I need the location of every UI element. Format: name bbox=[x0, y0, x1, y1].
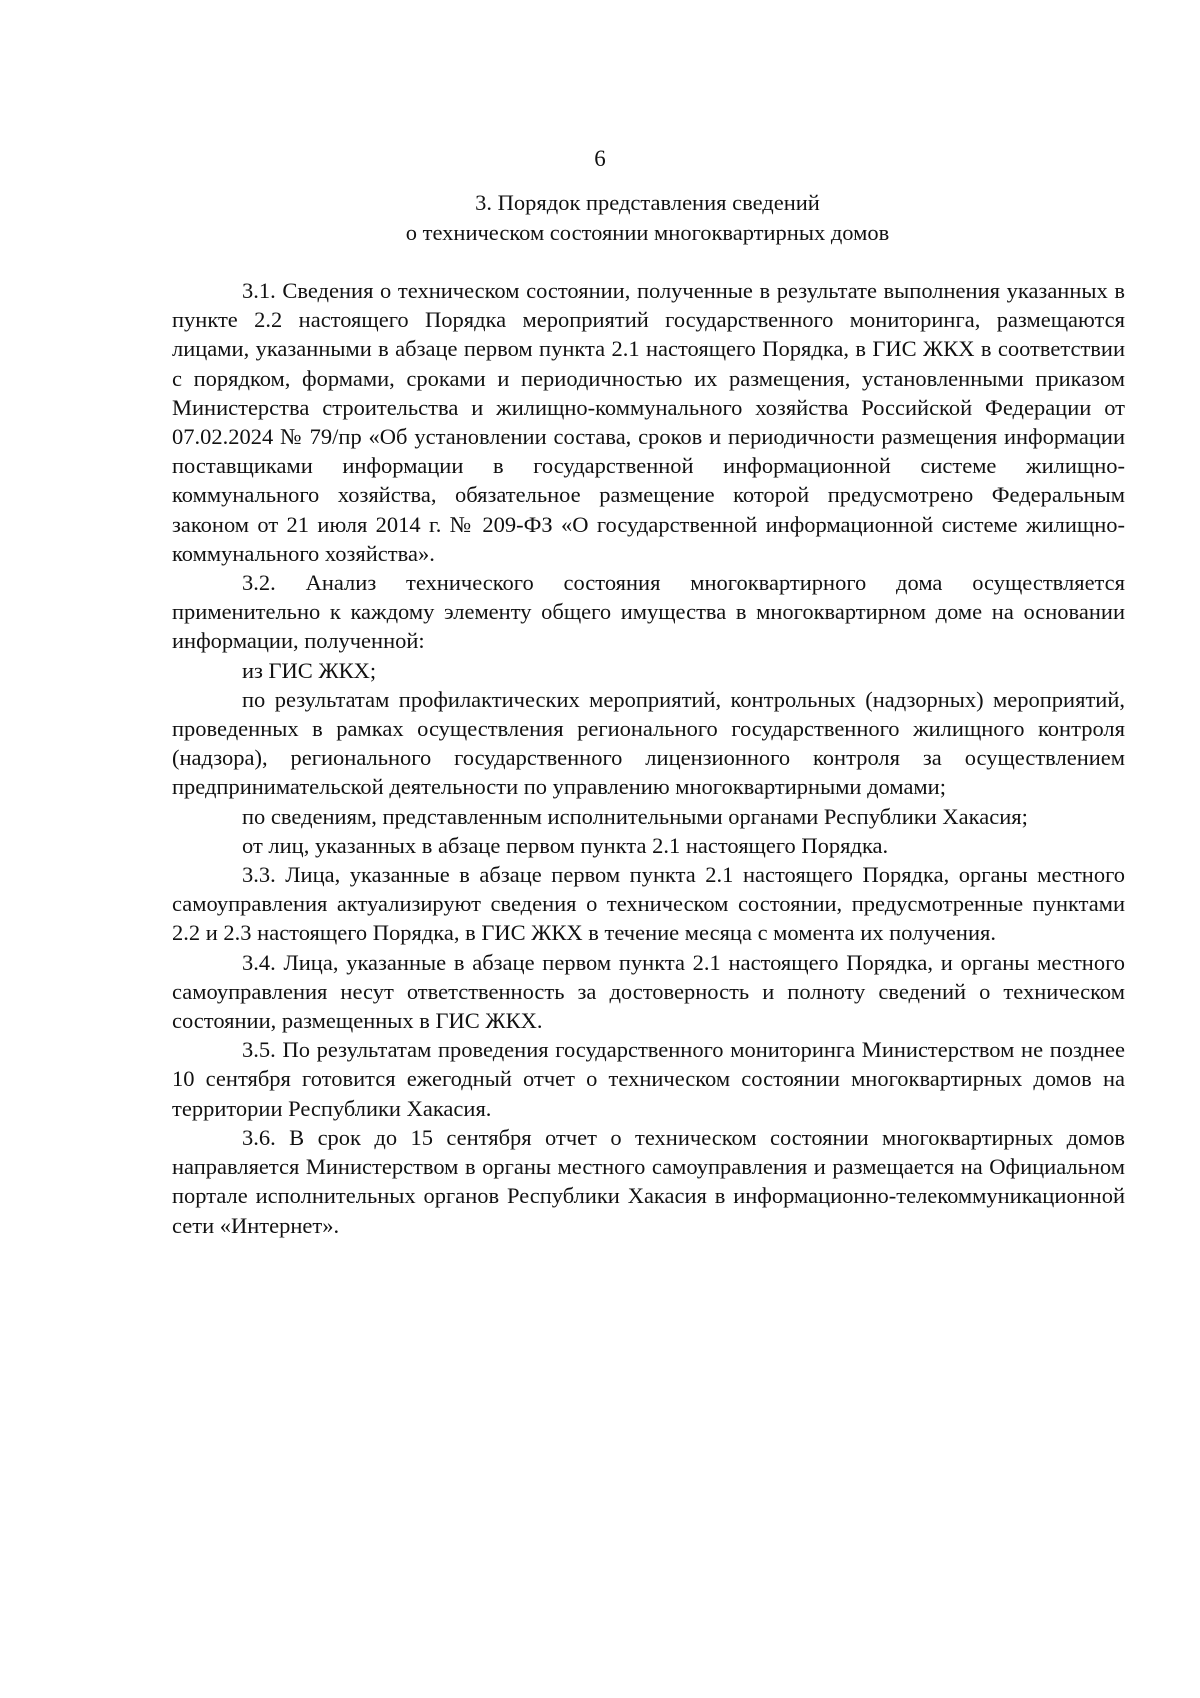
paragraph-3-6: 3.6. В срок до 15 сентября отчет о техническом состоянии многоквартирных домов направляется Министерством в органы местного самоуправления и размещается на Официальном портале исполнительных органов Республики Хакасия в информационно-телекоммуникационной сети «Интернет». bbox=[172, 1124, 1125, 1238]
section-heading bbox=[170, 188, 1125, 248]
page-number: 6 bbox=[594, 146, 606, 171]
paragraph-3-2: 3.2. Анализ технического состояния многоквартирного дома осуществляется применительно к каждому элементу общего имущества в многоквартирном доме на основании информации, полученной: bbox=[172, 570, 1125, 654]
paragraph-3-1: 3.1. Сведения о техническом состоянии, полученные в результате выполнения указанных в пункте 2.2 настоящего Порядка мероприятий государственного мониторинга, размещаются лицами, указанными в абзаце первом пункта 2.1 настоящего Порядка, в ГИС ЖКХ в соответствии с порядком, формами, сроками и периодичностью их размещения, установленными приказом Министерства строительства и жилищно-коммунального хозяйства Российской Федерации от 07.02.2024 № 79/пр «Об установлении состава, сроков и периодичности размещения информации поставщиками информации в государственной информационной системе жилищно-коммунального хозяйства, обязательное размещение которой предусмотрено Федеральным законом от 21 июля 2014 г. № 209-ФЗ «О государственной информационной системе жилищно-коммунального хозяйства». bbox=[172, 278, 1125, 566]
section-heading-line-1: 3. Порядок представления сведений bbox=[475, 190, 820, 215]
paragraph-source-executive-bodies: по сведениям, представленным исполнительными органами Республики Хакасия; bbox=[242, 803, 1028, 829]
paragraph-source-gis: из ГИС ЖКХ; bbox=[242, 657, 377, 683]
paragraph-source-inspections: по результатам профилактических мероприятий, контрольных (надзорных) мероприятий, проведенных в рамках осуществления регионального государственного жилищного контроля (надзора), регионального государственного лицензионного контроля за осуществлением предпринимательской деятельности по управлению многоквартирными домами; bbox=[172, 686, 1125, 800]
paragraph-3-3: 3.3. Лица, указанные в абзаце первом пункта 2.1 настоящего Порядка, органы местного самоуправления актуализируют сведения о техническом состоянии, предусмотренные пунктами 2.2 и 2.3 настоящего Порядка, в ГИС ЖКХ в течение месяца с момента их получения. bbox=[172, 862, 1125, 946]
paragraph-3-4: 3.4. Лица, указанные в абзаце первом пункта 2.1 настоящего Порядка, и органы местного самоуправления несут ответственность за достоверность и полноту сведений о техническом состоянии, размещенных в ГИС ЖКХ. bbox=[172, 949, 1125, 1034]
body-text bbox=[172, 276, 1125, 1240]
paragraph-3-5: 3.5. По результатам проведения государственного мониторинга Министерством не позднее 10 сентября готовится ежегодный отчет о техническом состоянии многоквартирных домов на территории Республики Хакасия. bbox=[172, 1037, 1125, 1121]
section-heading-line-2: о техническом состоянии многоквартирных домов bbox=[405, 220, 890, 245]
paragraph-source-persons: от лиц, указанных в абзаце первом пункта 2.1 настоящего Порядка. bbox=[242, 832, 889, 858]
